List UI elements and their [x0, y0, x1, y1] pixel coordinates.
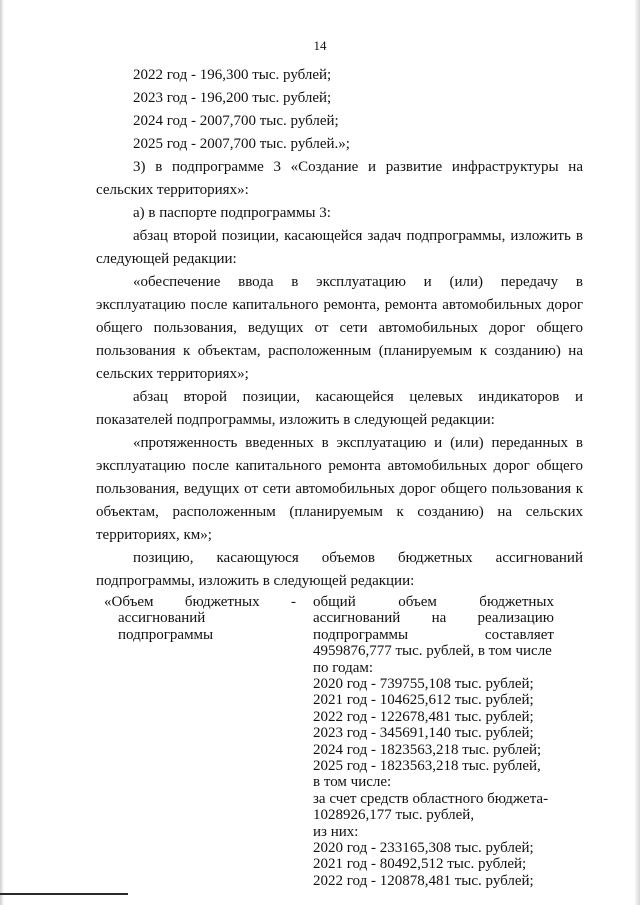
text-line: следующей редакции: — [96, 251, 237, 267]
text-line: территориях, км»; — [96, 527, 212, 543]
text-line: а) в паспорте подпрограммы 3: — [133, 205, 331, 221]
table-right-line: 1028926,177 тыс. рублей, — [313, 807, 475, 824]
text-line: показателей подпрограммы, изложить в следующей редакции: — [96, 412, 495, 428]
table-right-line: ассигнований на реализацию — [313, 610, 554, 627]
table-right-line: 2022 год - 120878,481 тыс. рублей; — [313, 872, 534, 889]
scan-right-edge — [634, 0, 640, 905]
table-right-line: из них: — [313, 823, 359, 840]
table-right-line: 2020 год - 233165,308 тыс. рублей; — [313, 840, 534, 856]
text-line: 2023 год - 196,200 тыс. рублей; — [133, 90, 332, 106]
table-right-line: по годам: — [313, 659, 374, 676]
table-right-line: 4959876,777 тыс. рублей, в том числе — [313, 643, 552, 660]
table-right-line: 2022 год - 122678,481 тыс. рублей; — [313, 708, 534, 725]
text-line: абзац второй позиции, касающейся задач подпрограммы, изложить в — [133, 228, 583, 244]
text-line: общего пользования, ведущих от сети автомобильных дорог общего — [96, 320, 583, 336]
table-right-line: 2020 год - 739755,108 тыс. рублей; — [313, 676, 534, 692]
table-right-line: общий объем бюджетных — [313, 594, 554, 610]
table-right-line: в том числе: — [313, 774, 392, 791]
text-line: эксплуатацию после капитального ремонта автомобильных дорог общего — [96, 458, 583, 474]
scan-left-edge — [0, 0, 4, 905]
table-left-line: «Объем бюджетных - — [104, 594, 296, 610]
table-right-line: за счет средств областного бюджета- — [313, 790, 549, 807]
text-line: позицию, касающуюся объемов бюджетных ассигнований — [133, 550, 583, 566]
text-line: 2024 год - 2007,700 тыс. рублей; — [133, 113, 339, 129]
text-line: абзац второй позиции, касающейся целевых индикаторов и — [133, 389, 583, 405]
text-line: «обеспечение ввода в эксплуатацию и (или) передачу в — [133, 274, 583, 290]
table-right-line: 2021 год - 104625,612 тыс. рублей; — [313, 692, 534, 709]
text-line: сельских территориях»; — [96, 366, 249, 382]
page-footer-rule — [0, 893, 128, 895]
text-line: пользования к объектам, расположенным (планируемым к созданию) на — [96, 343, 583, 359]
table-right-line: 2023 год - 345691,140 тыс. рублей; — [313, 725, 534, 742]
text-line: сельских территориях»: — [96, 182, 249, 198]
text-line: подпрограммы, изложить в следующей редакции: — [96, 573, 415, 589]
text-line: 2022 год - 196,300 тыс. рублей; — [133, 67, 332, 83]
page-number: 14 — [313, 38, 327, 53]
table-left-line: подпрограммы — [118, 626, 214, 643]
text-line: 3) в подпрограмме 3 «Создание и развитие инфраструктуры на — [133, 159, 583, 175]
text-line: объектам, расположенным (планируемым к созданию) на сельских — [96, 504, 583, 520]
table-right-line: 2021 год - 80492,512 тыс. рублей; — [313, 856, 527, 873]
text-line: пользования, ведущих от сети автомобильных дорог общего пользования к — [96, 481, 583, 497]
text-line: 2025 год - 2007,700 тыс. рублей.»; — [133, 136, 350, 152]
table-right-line: 2025 год - 1823563,218 тыс. рублей, — [313, 758, 541, 774]
table-right-line: подпрограммы составляет — [313, 626, 554, 643]
table-right-line: 2024 год - 1823563,218 тыс. рублей; — [313, 741, 542, 758]
text-line: «протяженность введенных в эксплуатацию и (или) переданных в — [133, 435, 583, 451]
table-left-line: ассигнований — [118, 610, 206, 627]
text-line: эксплуатацию после капитального ремонта, ремонта автомобильных дорог — [96, 297, 583, 313]
